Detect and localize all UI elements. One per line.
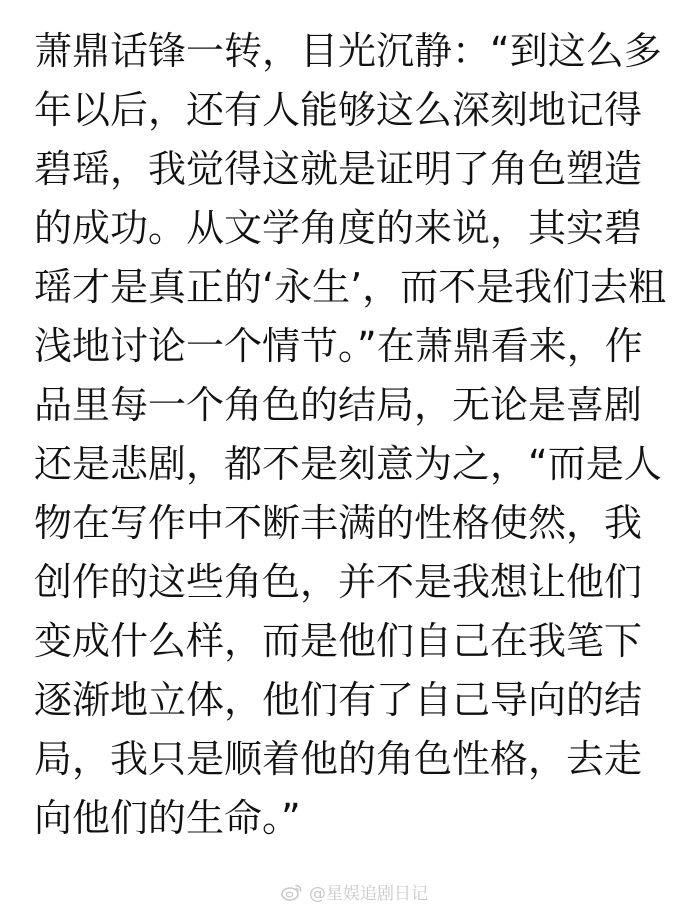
article-line: 逐渐地立体，他们有了自己导向的结 <box>34 678 643 722</box>
watermark-text: @星娱追剧日记 <box>309 884 428 904</box>
article-line: 还是悲剧，都不是刻意为之，“而是人 <box>34 442 662 486</box>
article-line: 瑶才是真正的‘永生’，而不是我们去粗 <box>34 265 667 309</box>
article-line: 年以后，还有人能够这么深刻地记得 <box>34 88 643 132</box>
article-line: 萧鼎话锋一转，目光沉静：“到这么多 <box>34 29 662 73</box>
article-line: 品里每一个角色的结局，无论是喜剧 <box>34 383 643 427</box>
article-line: 变成什么样，而是他们自己在我笔下 <box>34 619 643 663</box>
article-body <box>34 22 667 848</box>
article-line: 向他们的生命。” <box>34 796 301 840</box>
article-line: 物在写作中不断丰满的性格使然，我 <box>34 501 643 545</box>
article-line: 的成功。从文学角度的来说，其实碧 <box>34 206 643 250</box>
weibo-icon <box>281 883 303 901</box>
article-line: 创作的这些角色，并不是我想让他们 <box>34 560 643 604</box>
article-line: 局，我只是顺着他的角色性格，去走 <box>34 737 643 781</box>
article-line: 浅地讨论一个情节。”在萧鼎看来，作 <box>34 324 643 368</box>
watermark <box>281 879 428 904</box>
article-line: 碧瑶，我觉得这就是证明了角色塑造 <box>34 147 643 191</box>
